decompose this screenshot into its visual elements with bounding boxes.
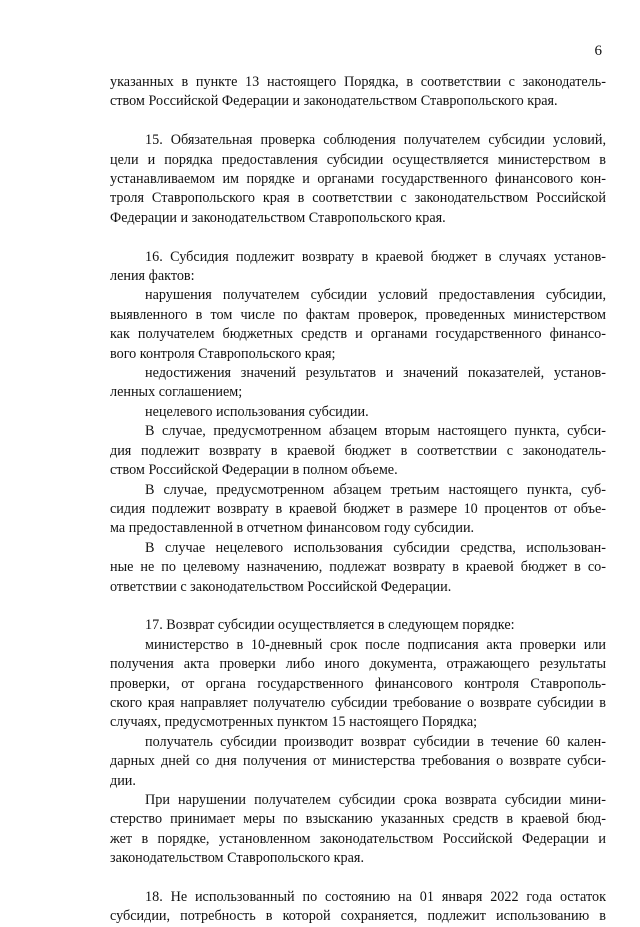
text-line: случаях, предусмотренных пунктом 15 настоящего Порядка; — [110, 714, 478, 731]
text-line: проверки, от органа государственного финансового контроля Ставрополь- — [110, 675, 606, 692]
text-line: дия подлежит возврату в краевой бюджет в соответствии с законодатель- — [110, 442, 606, 459]
text-line: выявленного в том числе по фактам проверок, проведенных министерством — [110, 306, 606, 323]
text-line: устанавливаемом им порядке и органами государственного финансового кон- — [110, 171, 606, 188]
text-line: Федерации и законодательством Ставропольского края. — [110, 209, 446, 226]
text-line: получения акта проверки либо иного документа, отражающего результаты — [110, 656, 606, 673]
text-line: получатель субсидии производит возврат субсидии в течение 60 кален- — [145, 733, 606, 750]
text-line: как получателем бюджетных средств и органами государственного финансо- — [110, 326, 606, 343]
text-line: В случае, предусмотренном абзацем третьим настоящего пункта, суб- — [145, 481, 606, 498]
paragraph-gap — [110, 112, 606, 131]
text-line: При нарушении получателем субсидии срока возврата субсидии мини- — [145, 791, 606, 808]
paragraph-item-15 — [110, 131, 606, 228]
text-line: законодательством Ставропольского края. — [110, 850, 364, 867]
paragraph-continuation — [110, 73, 606, 112]
text-line: В случае, предусмотренном абзацем вторым настоящего пункта, субси- — [145, 423, 606, 440]
text-line: недостижения значений результатов и значений показателей, установ- — [145, 365, 606, 382]
text-line: ством Российской Федерации и законодательством Ставропольского края. — [110, 93, 558, 110]
text-line: цели и порядка предоставления субсидии осуществляется министерством в — [110, 151, 606, 168]
text-line: жет в порядке, установленном законодательством Российской Федерации и — [110, 830, 606, 847]
text-line: 18. Не использованный по состоянию на 01 января 2022 года остаток — [145, 889, 606, 905]
document-body — [110, 73, 606, 927]
text-line: троля Ставропольского края в соответствии с законодательством Российской — [110, 190, 606, 207]
text-line: сидия подлежит возврату в краевой бюджет в размере 10 процентов от объе- — [110, 500, 606, 517]
text-line: ленных соглашением; — [110, 384, 243, 401]
text-line: ством Российской Федерации в полном объеме. — [110, 462, 398, 479]
text-line: нарушения получателем субсидии условий предоставления субсидии, — [145, 287, 606, 304]
text-line: вого контроля Ставропольского края; — [110, 345, 336, 362]
paragraph-gap — [110, 597, 606, 616]
text-line: дии. — [110, 772, 136, 789]
text-line: субсидии, потребность в которой сохраняется, подлежит использованию в — [110, 908, 606, 925]
paragraph-gap — [110, 228, 606, 247]
text-line: ского края направляет получателю субсидии требование о возврате субсидии в — [110, 694, 606, 711]
text-line: ления фактов: — [110, 268, 195, 285]
text-line: стерство принимает меры по взысканию указанных средств в краевой бюд- — [110, 811, 606, 828]
text-line: дарных дней со дня получения от министерства требования о возврате субси- — [110, 753, 606, 770]
paragraph-item-17 — [110, 616, 606, 868]
text-line: указанных в пункте 13 настоящего Порядка, в соответствии с законодатель- — [110, 74, 606, 90]
text-line: 15. Обязательная проверка соблюдения получателем субсидии условий, — [145, 132, 606, 149]
text-line: ные не по целевому назначению, подлежат возврату в краевой бюджет в со- — [110, 559, 606, 576]
text-line: В случае нецелевого использования субсидии средства, использован- — [145, 539, 606, 556]
text-line: ответствии с законодательством Российской Федерации. — [110, 578, 452, 595]
paragraph-item-16 — [110, 248, 606, 597]
paragraph-gap — [110, 869, 606, 888]
text-line: 16. Субсидия подлежит возврату в краевой бюджет в случаях установ- — [145, 248, 606, 265]
paragraph-item-18 — [110, 888, 606, 927]
text-line: ма предоставленной в отчетном финансовом году субсидии. — [110, 520, 475, 537]
text-line: министерство в 10-дневный срок после подписания акта проверки или — [145, 636, 606, 653]
text-line: 17. Возврат субсидии осуществляется в следующем порядке: — [145, 617, 515, 634]
page-number: 6 — [594, 43, 602, 59]
text-line: нецелевого использования субсидии. — [145, 403, 369, 420]
